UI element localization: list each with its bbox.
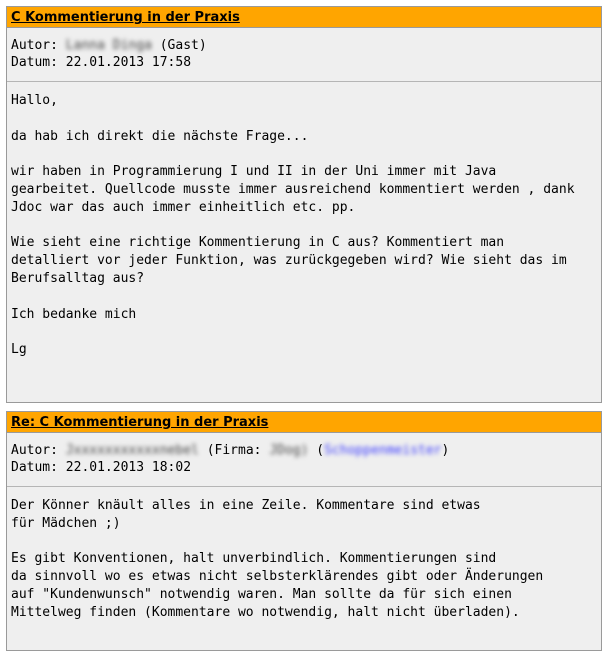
author-label: Autor: — [11, 443, 58, 458]
author-name: Jxxxxxxxxxxxnebel — [65, 443, 199, 458]
author-row — [11, 37, 597, 54]
post-title-bar — [7, 7, 601, 28]
post-title-link[interactable]: Re: C Kommentierung in der Praxis — [11, 415, 269, 430]
author-label: Autor: — [11, 38, 58, 53]
author-suffix: (Gast) — [159, 38, 207, 53]
firma-label: (Firma: — [206, 443, 262, 458]
post-date: 22.01.2013 17:58 — [65, 55, 192, 70]
date-row — [11, 459, 597, 476]
author-row — [11, 442, 597, 459]
date-row — [11, 54, 597, 71]
author-name: Lanna Dinga — [65, 38, 152, 53]
link-open: ( — [316, 443, 325, 458]
forum-post — [6, 6, 602, 403]
link-close: ) — [441, 443, 450, 458]
post-title-bar — [7, 412, 601, 433]
post-meta — [7, 433, 601, 487]
firma-name: JDog) — [269, 443, 309, 458]
forum-post — [6, 411, 602, 651]
post-meta — [7, 28, 601, 82]
post-date: 22.01.2013 18:02 — [65, 460, 192, 475]
post-title-link[interactable]: C Kommentierung in der Praxis — [11, 10, 240, 25]
author-homepage-link[interactable]: Schoppenmeister — [324, 443, 442, 458]
post-body: Hallo, da hab ich direkt die nächste Frage... wir haben in Programmierung I und II in der Uni immer mit Java gearbeitet. Quellcode musste immer ausreichend kommentiert werden , dank Jdoc war das auch immer einheitlich etc. pp. Wie sieht eine richtige Kommentierung in C aus? Kommentiert man detalliert vor jeder Funktion, was zurückgegeben wird? Wie sieht das im Berufsalltag aus? Ich bedanke mich Lg — [11, 93, 575, 358]
date-label: Datum: — [11, 460, 58, 475]
post-body: Der Könner knäult alles in eine Zeile. Kommentare sind etwas für Mädchen ;) Es gibt Konventionen, halt unverbindlich. Kommentierungen sind da sinnvoll wo es etwas nicht selbsterklärendes gibt oder Änderungen auf "Kundenwunsch" notwendig waren. Man sollte da für sich einen Mittelweg finden (Kommentare wo notwendig, halt nicht überladen). — [11, 498, 544, 620]
date-label: Datum: — [11, 55, 58, 70]
